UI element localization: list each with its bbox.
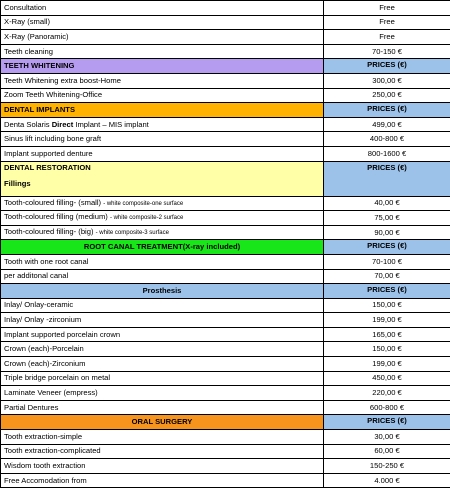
table-row bbox=[1, 444, 450, 459]
service-price: 70-100 € bbox=[324, 254, 450, 269]
service-price: 60,00 € bbox=[324, 444, 450, 459]
table-row bbox=[1, 196, 450, 211]
service-price: 199,00 € bbox=[324, 357, 450, 372]
service-price: 90,00 € bbox=[324, 225, 450, 240]
table-row bbox=[1, 357, 450, 372]
table-row bbox=[1, 30, 450, 45]
service-price: 250,00 € bbox=[324, 88, 450, 103]
section-title: DENTAL RESTORATION bbox=[4, 163, 91, 172]
table-row bbox=[1, 371, 450, 386]
service-price: 450,00 € bbox=[324, 371, 450, 386]
service-name: Inlay/ Onlay -zirconium bbox=[1, 313, 324, 328]
prices-header: PRICES (€) bbox=[324, 59, 450, 74]
section-subtitle: Fillings bbox=[4, 178, 320, 190]
service-price: 70,00 € bbox=[324, 269, 450, 284]
table-row bbox=[1, 73, 450, 88]
service-name: Inlay/ Onlay-ceramic bbox=[1, 298, 324, 313]
prices-header: PRICES (€) bbox=[324, 103, 450, 118]
service-name: Free Accomodation from bbox=[1, 473, 324, 488]
table-row bbox=[1, 459, 450, 474]
service-price: 300,00 € bbox=[324, 73, 450, 88]
prices-header: PRICES (€) bbox=[324, 161, 450, 196]
service-price: Free bbox=[324, 30, 450, 45]
service-name: Zoom Teeth Whitening-Office bbox=[1, 88, 324, 103]
section-header-oral-surgery bbox=[1, 415, 450, 430]
section-title: Prosthesis bbox=[1, 284, 324, 299]
table-row bbox=[1, 327, 450, 342]
service-price: 30,00 € bbox=[324, 430, 450, 445]
table-row bbox=[1, 132, 450, 147]
service-name: Triple bridge porcelain on metal bbox=[1, 371, 324, 386]
service-name bbox=[1, 211, 324, 226]
table-row bbox=[1, 386, 450, 401]
service-name: Partial Dentures bbox=[1, 400, 324, 415]
service-price: 400-800 € bbox=[324, 132, 450, 147]
table-row bbox=[1, 225, 450, 240]
service-note: - white composite-one surface bbox=[103, 201, 183, 207]
section-title: DENTAL IMPLANTS bbox=[1, 103, 324, 118]
service-price: 75,00 € bbox=[324, 211, 450, 226]
table-row bbox=[1, 88, 450, 103]
service-price: 800-1600 € bbox=[324, 146, 450, 161]
table-row bbox=[1, 342, 450, 357]
section-header-dental-restoration bbox=[1, 161, 450, 196]
service-name-text: Tooth-coloured filling- (small) bbox=[4, 198, 103, 207]
service-note: - white composite-2 surface bbox=[110, 215, 183, 221]
service-price: 150-250 € bbox=[324, 459, 450, 474]
table-row bbox=[1, 211, 450, 226]
service-name: Teeth Whitening extra boost-Home bbox=[1, 73, 324, 88]
service-name: X-Ray (Panoramic) bbox=[1, 30, 324, 45]
table-row bbox=[1, 146, 450, 161]
service-name-text: Tooth-coloured filling- (big) bbox=[4, 227, 96, 236]
section-header-prosthesis bbox=[1, 284, 450, 299]
service-name: Crown (each)-Porcelain bbox=[1, 342, 324, 357]
service-name: Sinus lift including bone graft bbox=[1, 132, 324, 147]
service-name: Wisdom tooth extraction bbox=[1, 459, 324, 474]
table-row bbox=[1, 430, 450, 445]
table-row bbox=[1, 298, 450, 313]
service-name: Tooth with one root canal bbox=[1, 254, 324, 269]
service-name-text: Tooth-coloured filling (medium) bbox=[4, 212, 110, 221]
prices-header: PRICES (€) bbox=[324, 284, 450, 299]
service-name: Implant supported denture bbox=[1, 146, 324, 161]
service-price: 165,00 € bbox=[324, 327, 450, 342]
service-name: Laminate Veneer (empress) bbox=[1, 386, 324, 401]
service-price: 199,00 € bbox=[324, 313, 450, 328]
table-row bbox=[1, 473, 450, 488]
service-note: - white composite-3 surface bbox=[96, 230, 169, 236]
service-price: 70-150 € bbox=[324, 44, 450, 59]
service-price: 40,00 € bbox=[324, 196, 450, 211]
service-name: Tooth extraction-complicated bbox=[1, 444, 324, 459]
service-name-part: Denta Solaris bbox=[4, 120, 52, 129]
service-name: Tooth extraction-simple bbox=[1, 430, 324, 445]
service-price: Free bbox=[324, 15, 450, 30]
service-name: X-Ray (small) bbox=[1, 15, 324, 30]
section-header-teeth-whitening bbox=[1, 59, 450, 74]
service-name: per additonal canal bbox=[1, 269, 324, 284]
section-title: ROOT CANAL TREATMENT(X-ray included) bbox=[1, 240, 324, 255]
section-header-dental-implants bbox=[1, 103, 450, 118]
table-row bbox=[1, 313, 450, 328]
table-row bbox=[1, 1, 450, 16]
service-name bbox=[1, 196, 324, 211]
table-row bbox=[1, 269, 450, 284]
service-name: Crown (each)-Zirconium bbox=[1, 357, 324, 372]
table-row bbox=[1, 254, 450, 269]
service-price: 150,00 € bbox=[324, 342, 450, 357]
table-row bbox=[1, 117, 450, 132]
service-price: 499,00 € bbox=[324, 117, 450, 132]
section-title-block bbox=[1, 161, 324, 196]
section-title: TEETH WHITENING bbox=[1, 59, 324, 74]
service-price: 600-800 € bbox=[324, 400, 450, 415]
service-price: 220,00 € bbox=[324, 386, 450, 401]
service-name-part: Implant – MIS implant bbox=[73, 120, 149, 129]
section-header-root-canal bbox=[1, 240, 450, 255]
service-name: Consultation bbox=[1, 1, 324, 16]
service-name bbox=[1, 225, 324, 240]
service-name bbox=[1, 117, 324, 132]
service-name-bold: Direct bbox=[52, 120, 74, 129]
prices-header: PRICES (€) bbox=[324, 415, 450, 430]
table-row bbox=[1, 400, 450, 415]
section-title: ORAL SURGERY bbox=[1, 415, 324, 430]
service-name: Teeth cleaning bbox=[1, 44, 324, 59]
table-row bbox=[1, 15, 450, 30]
prices-header: PRICES (€) bbox=[324, 240, 450, 255]
service-price: Free bbox=[324, 1, 450, 16]
service-price: 4.000 € bbox=[324, 473, 450, 488]
service-price: 150,00 € bbox=[324, 298, 450, 313]
table-row bbox=[1, 44, 450, 59]
service-name: Implant supported porcelain crown bbox=[1, 327, 324, 342]
